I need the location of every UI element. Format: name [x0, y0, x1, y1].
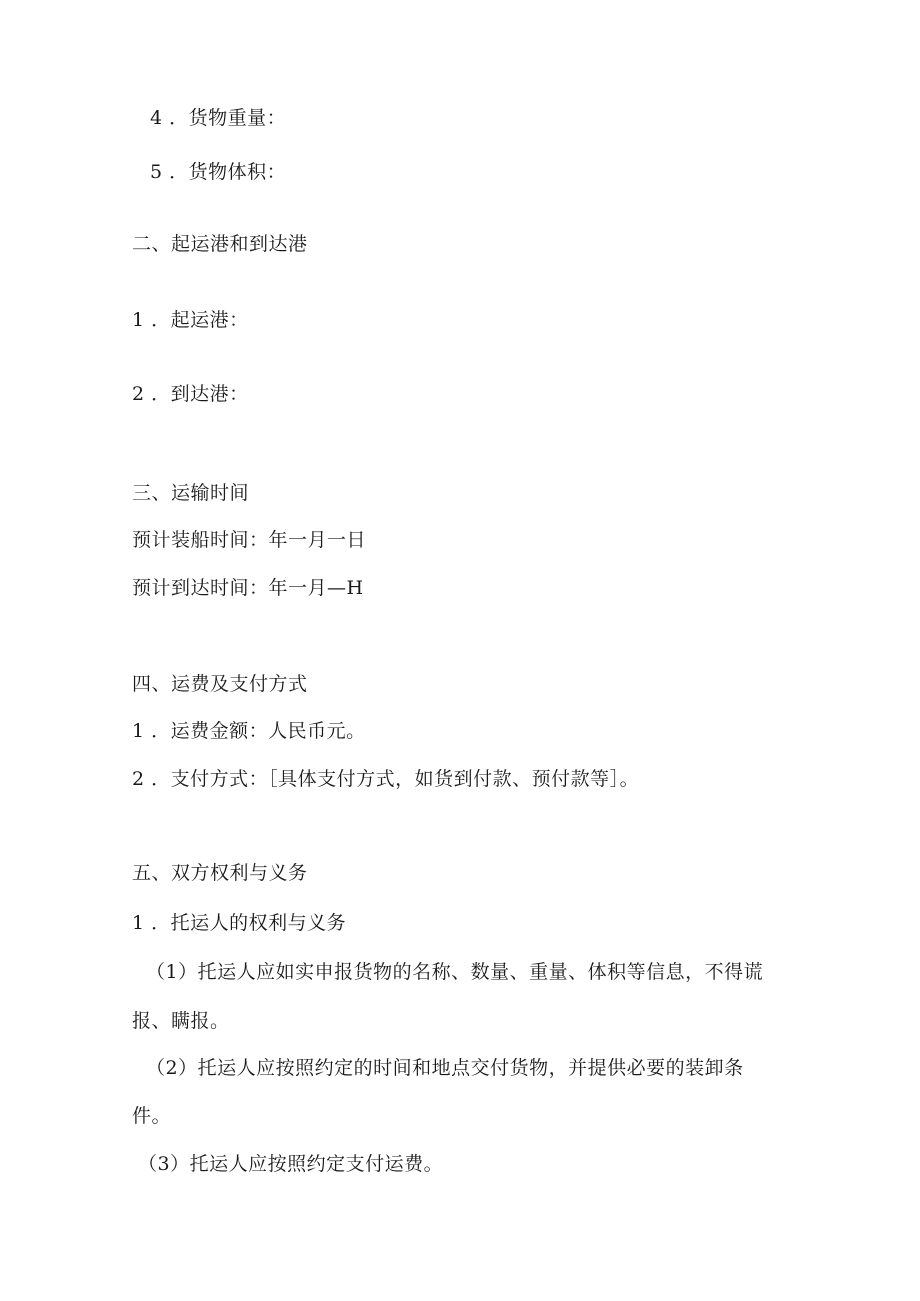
freight-amount-item: 1 ．运费金额：人民币元。 [132, 720, 366, 742]
shipper-clause-3: （3）托运人应按照约定支付运费。 [138, 1153, 444, 1175]
section-heading-freight: 四、运费及支付方式 [132, 673, 308, 695]
destination-port-item: 2 ．到达港： [132, 383, 249, 405]
section-heading-ports: 二、起运港和到达港 [132, 233, 308, 255]
estimated-loading-time: 预计装船时间：年一月一日 [132, 529, 367, 551]
shipper-rights-heading: 1 ．托运人的权利与义务 [132, 912, 347, 934]
cargo-volume-item: 5 ．货物体积： [150, 161, 287, 183]
section-heading-rights: 五、双方权利与义务 [132, 862, 308, 884]
shipper-clause-1-line-2: 报、瞒报。 [132, 1010, 230, 1032]
loading-port-item: 1 ．起运港： [132, 309, 249, 331]
shipper-clause-2-line-1: （2）托运人应按照约定的时间和地点交付货物，并提供必要的装卸条 [146, 1057, 744, 1079]
shipper-clause-2-line-2: 件。 [132, 1105, 172, 1127]
section-heading-transport-time: 三、运输时间 [132, 482, 250, 504]
estimated-arrival-time: 预计到达时间：年一月—H [132, 577, 364, 599]
shipper-clause-1-line-1: （1）托运人应如实申报货物的名称、数量、重量、体积等信息，不得谎 [146, 961, 764, 983]
payment-method-item: 2 ．支付方式：［具体支付方式，如货到付款、预付款等］。 [132, 768, 640, 790]
cargo-weight-item: 4 ．货物重量： [150, 107, 287, 129]
